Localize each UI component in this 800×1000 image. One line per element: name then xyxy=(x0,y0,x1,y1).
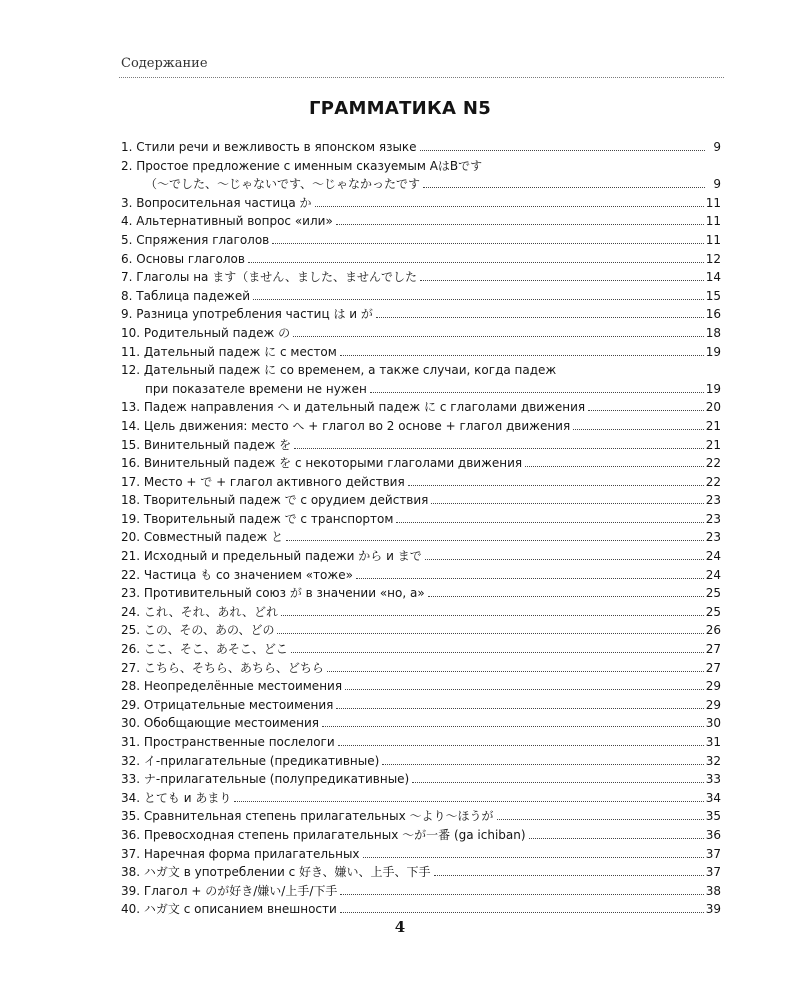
toc-entry[interactable] xyxy=(121,621,721,640)
toc-page-number: 23 xyxy=(705,511,721,526)
dot-leader xyxy=(294,448,704,449)
dot-leader xyxy=(431,503,703,504)
toc-entry-title: 11. Дательный падеж に с местом xyxy=(121,344,337,359)
toc-entry-title: 32. イ-прилагательные (предикативные) xyxy=(121,753,380,768)
toc-page-number: 36 xyxy=(705,827,721,842)
toc-page-number: 11 xyxy=(705,195,721,210)
toc-page-number: 19 xyxy=(705,381,721,396)
toc-entry-title: 21. Исходный и предельный падежи から и まで xyxy=(121,549,422,564)
dot-leader xyxy=(336,224,704,225)
toc-page-number: 25 xyxy=(705,586,721,601)
toc-entry[interactable] xyxy=(121,194,721,213)
dot-leader xyxy=(322,726,704,727)
toc-entry[interactable] xyxy=(121,473,721,492)
toc-entry-title: 5. Спряжения глаголов xyxy=(121,232,270,247)
toc-entry[interactable] xyxy=(121,882,721,901)
toc-entry-title: 17. Место + で + глагол активного действия xyxy=(121,474,405,489)
toc-entry[interactable] xyxy=(121,863,721,882)
toc-entry[interactable] xyxy=(121,510,721,529)
dot-leader xyxy=(408,485,704,486)
toc-entry[interactable] xyxy=(121,752,721,771)
toc-entry-title: 31. Пространственные послелоги xyxy=(121,735,335,749)
section-title: ГРАММАТИКА N5 xyxy=(308,98,492,119)
dot-leader xyxy=(345,689,704,690)
toc-entry-title: 14. Цель движения: место へ + глагол во 2 основе + глагол движения xyxy=(121,418,571,433)
dot-leader xyxy=(340,894,703,895)
toc-page-number: 29 xyxy=(705,679,721,694)
dot-leader xyxy=(315,206,704,207)
toc-entry-title: 13. Падеж направления へ и дательный падеж に с глаголами движения xyxy=(121,400,586,415)
toc-entry[interactable] xyxy=(121,436,721,455)
page-number: 4 xyxy=(394,918,406,936)
toc-entry[interactable] xyxy=(121,696,721,715)
toc-page-number: 25 xyxy=(705,604,721,619)
toc-page-number: 9 xyxy=(713,140,721,154)
toc-page-number: 30 xyxy=(705,716,721,731)
toc-page-number: 24 xyxy=(705,549,721,564)
toc-entry-title: 1. Стили речи и вежливость в японском языке xyxy=(121,140,417,154)
dot-leader xyxy=(382,764,703,765)
toc-page-number: 20 xyxy=(705,400,721,415)
toc-entry[interactable] xyxy=(121,491,721,510)
toc-entry-title: 40. ハガ文 с описанием внешности xyxy=(121,902,337,917)
toc-entry[interactable] xyxy=(121,157,721,194)
toc-page-number: 32 xyxy=(705,753,721,768)
toc-entry-continuation: при показателе времени не нужен xyxy=(145,381,367,396)
toc-entry-title: 35. Сравнительная степень прилагательных 〜より〜ほうが xyxy=(121,809,494,824)
dot-leader xyxy=(425,559,704,560)
dot-leader xyxy=(363,857,704,858)
dot-leader xyxy=(434,875,704,876)
dot-leader xyxy=(234,801,703,802)
toc-entry[interactable] xyxy=(121,603,721,622)
toc-page-number: 37 xyxy=(705,846,721,861)
toc-entry[interactable] xyxy=(121,287,721,306)
toc-entry-title: 20. Совместный падеж と xyxy=(121,530,284,545)
toc-page-number: 24 xyxy=(705,567,721,582)
toc-entry[interactable] xyxy=(121,770,721,789)
toc-entry-title: 22. Частица も со значением «тоже» xyxy=(121,567,353,582)
toc-entry[interactable] xyxy=(121,454,721,473)
toc-page-number: 9 xyxy=(713,177,721,192)
toc-entry[interactable] xyxy=(121,826,721,845)
toc-entry-title: 26. ここ、そこ、あそこ、どこ xyxy=(121,642,288,657)
toc-page-number: 21 xyxy=(705,437,721,452)
dot-leader xyxy=(340,912,704,913)
toc-page-number: 18 xyxy=(705,325,721,340)
toc-entry-title: 2. Простое предложение с именным сказуемым AはBです xyxy=(121,158,483,173)
dot-leader xyxy=(588,410,704,411)
dot-leader xyxy=(497,819,704,820)
dot-leader xyxy=(573,429,704,430)
toc-page-number: 27 xyxy=(705,642,721,657)
toc-entry-title: 19. Творительный падеж で с транспортом xyxy=(121,511,394,526)
running-header: Содержание xyxy=(121,56,208,71)
toc-entry[interactable] xyxy=(121,677,721,696)
toc-page-number: 14 xyxy=(705,270,721,285)
toc-entry-title: 28. Неопределённые местоимения xyxy=(121,679,343,694)
toc-page-number: 23 xyxy=(705,530,721,545)
toc-page-number: 11 xyxy=(705,214,721,229)
dot-leader xyxy=(376,317,704,318)
dot-leader xyxy=(420,280,704,281)
toc-entry-title: 16. Винительный падеж を с некоторыми глаголами движения xyxy=(121,456,523,471)
dot-leader xyxy=(423,187,705,188)
toc-entry-title: 23. Противительный союз が в значении «но, а» xyxy=(121,586,425,601)
dot-leader xyxy=(338,745,704,746)
toc-page-number: 35 xyxy=(705,809,721,824)
dot-leader xyxy=(420,150,705,151)
dot-leader xyxy=(291,652,704,653)
toc-page-number: 19 xyxy=(705,344,721,359)
toc-entry-title: 34. とても и あまり xyxy=(121,790,232,805)
toc-entry[interactable] xyxy=(121,212,721,231)
toc-entry-title: 18. Творительный падеж で с орудием действия xyxy=(121,493,429,508)
dot-leader xyxy=(253,299,704,300)
toc-page-number: 31 xyxy=(705,735,721,749)
toc-entry[interactable] xyxy=(121,789,721,808)
toc-entry[interactable] xyxy=(121,845,721,864)
toc-page-number: 37 xyxy=(705,865,721,880)
toc-entry[interactable] xyxy=(121,640,721,659)
toc-entry-title: 27. こちら、そちら、あちら、どちら xyxy=(121,660,324,675)
toc-entry-title: 30. Обобщающие местоимения xyxy=(121,716,320,731)
dot-leader xyxy=(396,522,703,523)
dot-leader xyxy=(248,262,704,263)
toc-entry-title: 15. Винительный падеж を xyxy=(121,437,292,452)
toc-entry-continuation: （〜でした、〜じゃないです、〜じゃなかったです xyxy=(145,177,421,192)
toc-entry-title: 37. Наречная форма прилагательных xyxy=(121,846,360,861)
toc-entry[interactable] xyxy=(121,733,721,752)
dot-leader xyxy=(428,596,704,597)
toc-entry[interactable] xyxy=(121,900,721,919)
toc-entry[interactable] xyxy=(121,305,721,324)
toc-page-number: 22 xyxy=(705,474,721,489)
toc-entry[interactable] xyxy=(121,343,721,362)
toc-entry-title: 9. Разница употребления частиц は и が xyxy=(121,307,373,322)
toc-entry[interactable] xyxy=(121,659,721,678)
table-of-contents xyxy=(121,138,721,919)
dot-leader xyxy=(412,782,703,783)
toc-entry[interactable] xyxy=(121,231,721,250)
header-divider xyxy=(119,77,724,78)
toc-entry-title: 33. ナ-прилагательные (полупредикативные) xyxy=(121,772,410,787)
dot-leader xyxy=(529,838,704,839)
toc-page-number: 26 xyxy=(705,623,721,638)
toc-entry[interactable] xyxy=(121,714,721,733)
toc-entry[interactable] xyxy=(121,398,721,417)
dot-leader xyxy=(356,578,704,579)
toc-page-number: 15 xyxy=(705,288,721,303)
dot-leader xyxy=(272,243,703,244)
toc-page-number: 38 xyxy=(705,883,721,898)
toc-entry-title: 38. ハガ文 в употреблении с 好き、嫌い、上手、下手 xyxy=(121,865,431,880)
dot-leader xyxy=(370,392,704,393)
toc-entry-title: 29. Отрицательные местоимения xyxy=(121,697,334,712)
toc-entry[interactable] xyxy=(121,547,721,566)
dot-leader xyxy=(286,540,704,541)
toc-entry[interactable] xyxy=(121,807,721,826)
toc-page-number: 29 xyxy=(705,697,721,712)
toc-entry-title: 6. Основы глаголов xyxy=(121,251,245,266)
toc-entry-title: 7. Глаголы на ます（ません、ました、ませんでした xyxy=(121,270,417,285)
toc-page-number: 27 xyxy=(705,660,721,675)
toc-entry-title: 25. この、その、あの、どの xyxy=(121,623,275,638)
dot-leader xyxy=(281,615,704,616)
toc-entry[interactable] xyxy=(121,324,721,343)
toc-page-number: 16 xyxy=(705,307,721,322)
toc-entry[interactable] xyxy=(121,417,721,436)
toc-page-number: 21 xyxy=(705,418,721,433)
dot-leader xyxy=(336,708,703,709)
toc-entry[interactable] xyxy=(121,528,721,547)
toc-entry[interactable] xyxy=(121,138,721,157)
toc-entry-title: 3. Вопросительная частица か xyxy=(121,195,312,210)
toc-page-number: 12 xyxy=(705,251,721,266)
toc-page-number: 23 xyxy=(705,493,721,508)
toc-entry-title: 12. Дательный падеж に со временем, а также случаи, когда падеж xyxy=(121,363,557,378)
dot-leader xyxy=(327,671,704,672)
dot-leader xyxy=(293,336,704,337)
dot-leader xyxy=(525,466,704,467)
dot-leader xyxy=(277,633,703,634)
toc-entry[interactable] xyxy=(121,268,721,287)
toc-page-number: 11 xyxy=(705,232,721,247)
toc-entry[interactable] xyxy=(121,361,721,398)
toc-entry[interactable] xyxy=(121,250,721,269)
toc-entry[interactable] xyxy=(121,584,721,603)
dot-leader xyxy=(340,355,704,356)
toc-entry-title: 39. Глагол + のが好き/嫌い/上手/下手 xyxy=(121,883,338,898)
toc-page-number: 33 xyxy=(705,772,721,787)
toc-page-number: 34 xyxy=(705,790,721,805)
toc-entry-title: 4. Альтернативный вопрос «или» xyxy=(121,214,333,229)
toc-page-number: 22 xyxy=(705,456,721,471)
toc-entry-title: 8. Таблица падежей xyxy=(121,288,251,303)
toc-entry-title: 10. Родительный падеж の xyxy=(121,325,291,340)
toc-page-number: 39 xyxy=(705,902,721,917)
toc-entry[interactable] xyxy=(121,566,721,585)
toc-entry-title: 24. これ、それ、あれ、どれ xyxy=(121,604,279,619)
toc-entry-title: 36. Превосходная степень прилагательных 〜が一番 (ga ichiban) xyxy=(121,827,526,842)
